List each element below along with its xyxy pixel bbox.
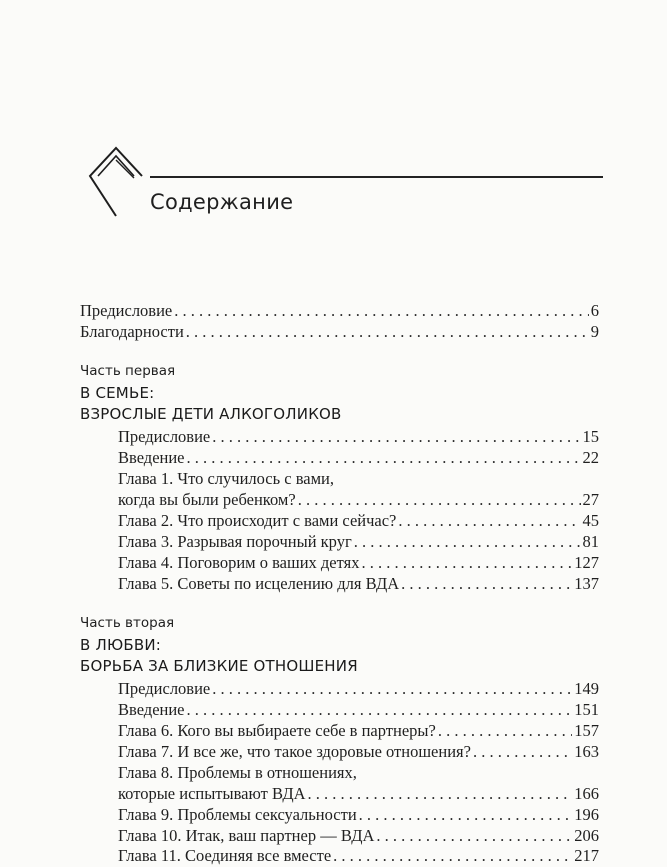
toc-entry <box>80 300 599 322</box>
toc-entry <box>118 678 599 700</box>
toc-entry-label: которые испытывают ВДА <box>118 784 306 803</box>
toc-leader-dots <box>187 699 573 721</box>
part-label: Часть вторая <box>80 615 175 631</box>
toc-leader-dots <box>174 300 589 322</box>
toc-entry <box>118 720 599 742</box>
part-title: В ЛЮБВИ: <box>80 636 161 654</box>
toc-entry <box>118 531 599 553</box>
toc-leader-dots <box>298 489 581 511</box>
toc-leader-dots <box>473 741 572 763</box>
toc-entry-page: 22 <box>582 448 599 467</box>
toc-entry-page: 166 <box>574 784 599 803</box>
toc-entry-label: Введение <box>118 448 185 467</box>
toc-entry-page: 157 <box>574 721 599 740</box>
toc-entry-label-line: Глава 1. Что случилось с вами, <box>118 469 335 488</box>
toc-entry-page: 9 <box>590 322 599 341</box>
toc-entry-page: 6 <box>590 301 599 320</box>
toc-entry-page: 163 <box>574 742 599 761</box>
part-title: В СЕМЬЕ: <box>80 384 155 402</box>
toc-entry-page: 27 <box>582 490 599 509</box>
toc-leader-dots <box>186 321 589 343</box>
header-rule <box>150 176 603 178</box>
toc-entry-page: 206 <box>574 826 599 845</box>
toc-entry-page: 151 <box>574 700 599 719</box>
toc-entry-label: Глава 6. Кого вы выбираете себе в партнеры? <box>118 721 436 740</box>
toc-entry-page: 149 <box>574 679 599 698</box>
toc-entry <box>118 447 599 469</box>
toc-leader-dots <box>354 531 581 553</box>
toc-entry-label: когда вы были ребенком? <box>118 490 296 509</box>
toc-entry-label: Глава 2. Что происходит с вами сейчас? <box>118 511 397 530</box>
toc-entry-label: Глава 10. Итак, ваш партнер — ВДА <box>118 826 375 845</box>
toc-leader-dots <box>187 447 581 469</box>
toc-entry <box>118 510 599 532</box>
toc-entry-label-line: Глава 8. Проблемы в отношениях, <box>118 763 357 782</box>
toc-leader-dots <box>361 552 572 574</box>
toc-leader-dots <box>212 426 580 448</box>
toc-leader-dots <box>308 783 573 805</box>
toc-entry-label: Предисловие <box>118 427 211 446</box>
toc-leader-dots <box>376 825 572 847</box>
toc-entry <box>118 552 599 574</box>
toc-leader-dots <box>438 720 572 742</box>
toc-entry-label: Введение <box>118 700 185 719</box>
toc-entry-page: 137 <box>574 574 599 593</box>
toc-entry-page: 81 <box>582 532 599 551</box>
toc-entry-label: Глава 9. Проблемы сексуальности <box>118 805 357 824</box>
toc-leader-dots <box>359 804 573 826</box>
toc-entry <box>80 321 599 343</box>
toc-entry <box>118 825 599 847</box>
toc-entry-label: Предисловие <box>118 679 211 698</box>
toc-entry-label: Глава 3. Разрывая порочный круг <box>118 532 352 551</box>
toc-entry-label: Глава 4. Поговорим о ваших детях <box>118 553 360 572</box>
toc-entry-label: Глава 11. Соединяя все вместе <box>118 846 332 865</box>
toc-leader-dots <box>398 510 580 532</box>
toc-entry <box>118 699 599 721</box>
toc-entry-page: 127 <box>574 553 599 572</box>
toc-entry <box>118 804 599 826</box>
toc-entry <box>118 741 599 763</box>
chapter-ornament-icon <box>86 142 148 222</box>
toc-entry-page: 45 <box>582 511 599 530</box>
toc-leader-dots <box>212 678 572 700</box>
toc-entry <box>118 573 599 595</box>
toc-entry-label: Глава 5. Советы по исцелению для ВДА <box>118 574 400 593</box>
toc-entry-page: 217 <box>574 846 599 865</box>
page-title: Содержание <box>150 190 294 214</box>
part-title: БОРЬБА ЗА БЛИЗКИЕ ОТНОШЕНИЯ <box>80 657 358 675</box>
toc-entry-page: 196 <box>574 805 599 824</box>
toc-entry-label: Благодарности <box>80 322 184 341</box>
toc-entry-label: Глава 7. И все же, что такое здоровые отношения? <box>118 742 471 761</box>
part-label: Часть первая <box>80 363 176 379</box>
toc-entry <box>118 783 599 805</box>
part-title: ВЗРОСЛЫЕ ДЕТИ АЛКОГОЛИКОВ <box>80 405 342 423</box>
toc-entry-page: 15 <box>582 427 599 446</box>
toc-entry <box>118 489 599 511</box>
toc-entry <box>118 426 599 448</box>
toc-leader-dots <box>401 573 572 595</box>
toc-entry-label: Предисловие <box>80 301 173 320</box>
